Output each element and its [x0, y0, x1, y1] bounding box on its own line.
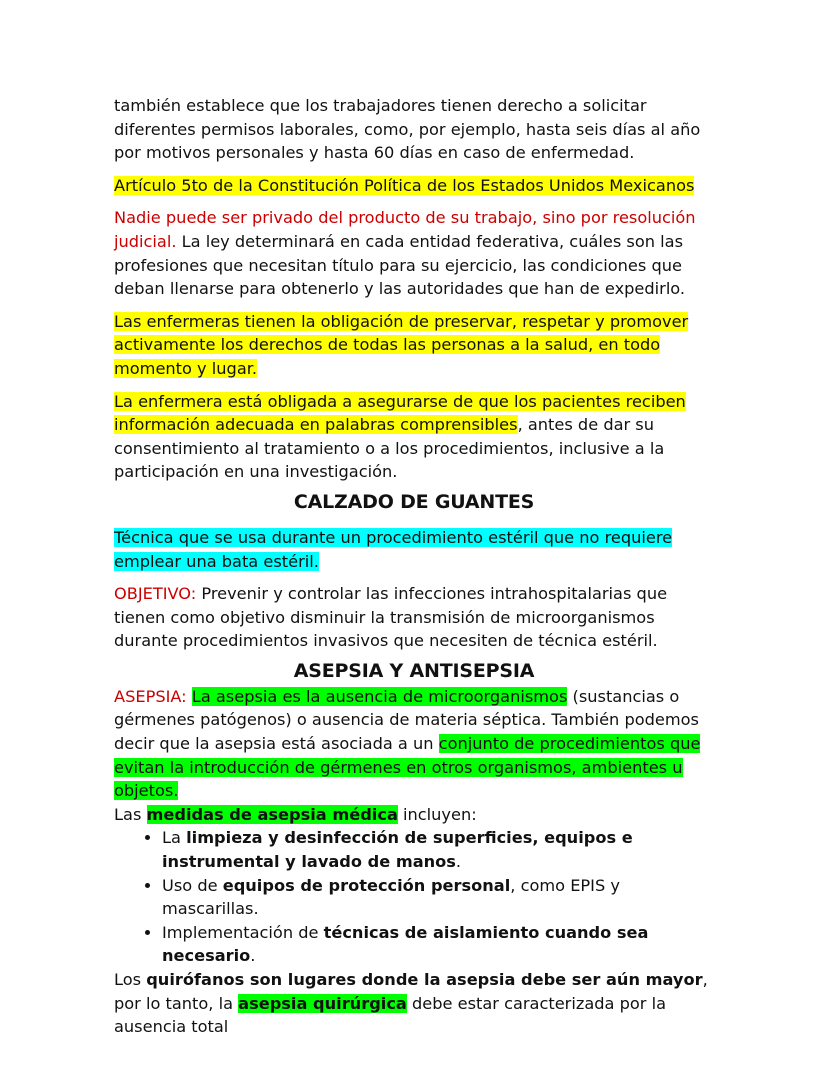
list-item [162, 874, 714, 921]
paragraph-nadie [114, 206, 714, 300]
bold-text: medidas de asepsia médica [146, 804, 398, 824]
highlight-green [238, 994, 407, 1013]
bold-text: técnicas de aislamiento cuando sea necesario [162, 922, 649, 966]
paragraph-enfermera [114, 390, 714, 484]
paragraph-asepsia [114, 685, 714, 803]
paragraph-text: , antes de dar su consentimiento al tratamiento o a los procedimientos, inclusive a la participación en una investigación. [114, 415, 665, 482]
highlight-yellow: La enfermera está obligada a asegurarse de que los pacientes reciben información adecuada en palabras comprensibles [114, 391, 686, 435]
paragraph-permisos [114, 94, 714, 165]
bold-text: equipos de protección personal [222, 875, 511, 895]
paragraph-text: La ley determinará en cada entidad federativa, cuáles son las profesiones que necesitan título para su ejercicio, las condiciones que deban llenarse para obtenerlo y las autoridades que han de expedirlo. [114, 231, 686, 299]
paragraph-text: debe estar caracterizada por la ausencia total [114, 993, 666, 1037]
paragraph-calzado-definition [114, 526, 714, 573]
asepsia-label: ASEPSIA: [114, 686, 187, 706]
paragraph-articulo-5 [114, 174, 714, 198]
paragraph-text: Los [114, 970, 147, 989]
heading-asepsia-y-antisepsia: ASEPSIA Y ANTISEPSIA [293, 659, 535, 682]
paragraph-quirofanos [114, 968, 714, 1039]
paragraph-text: incluyen: [397, 804, 477, 824]
heading-calzado-de-guantes: CALZADO DE GUANTES [293, 490, 535, 513]
bold-text: limpieza y desinfección de superficies, equipos e instrumental y lavado de manos [162, 828, 633, 872]
list-item [162, 826, 714, 873]
highlight-green [147, 805, 398, 824]
paragraph-objetivo [114, 582, 714, 653]
list-item-text: La [162, 828, 187, 848]
list-item-text: . [250, 946, 256, 966]
paragraph-text: también establece que los trabajadores tienen derecho a solicitar diferentes permisos laborales, como, por ejemplo, hasta seis días al año por motivos personales y hasta 60 días en caso de enfermedad. [114, 96, 701, 163]
highlight-cyan: Técnica que se usa durante un procedimiento estéril que no requiere emplear una bata estéril. [114, 527, 673, 571]
paragraph-text: Las [114, 804, 147, 824]
list-item [162, 921, 714, 968]
paragraph-medidas [114, 803, 714, 827]
highlight-green: La asepsia es la ausencia de microorganismos [191, 686, 568, 706]
objetivo-label: OBJETIVO: [114, 584, 197, 604]
list-item-text: . [455, 852, 462, 872]
paragraph-enfermeras [114, 310, 714, 381]
highlight-green: conjunto de procedimientos que evitan la introducción de gérmenes en otros organismos, ambientes u objetos. [114, 734, 701, 801]
bold-text: asepsia quirúrgica [238, 993, 407, 1013]
paragraph-text: (sustancias o gérmenes patógenos) o ausencia de materia séptica. También podemos decir que la asepsia está asociada a un [114, 686, 699, 754]
paragraph-text: Prevenir y controlar las infecciones intrahospitalarias que tienen como objetivo disminuir la transmisión de microorganismos durante procedimientos invasivos que necesiten de técnica estéril. [114, 584, 668, 651]
document-body [114, 94, 714, 1039]
list-item-text: , como EPIS y mascarillas. [162, 875, 620, 919]
paragraph-text: , por lo tanto, la [114, 970, 708, 1013]
bold-text: quirófanos son lugares donde la asepsia debe ser aún mayor [146, 970, 703, 989]
highlight-yellow: Las enfermeras tienen la obligación de preservar, respetar y promover activamente los derechos de todas las personas a la salud, en todo momento y lugar. [114, 311, 689, 378]
list-item-text: Uso de [162, 875, 223, 895]
medidas-list [114, 826, 714, 968]
list-item-text: Implementación de [162, 922, 324, 942]
red-text: Nadie puede ser privado del producto de su trabajo, sino por resolución judicial. [114, 208, 696, 251]
highlight-yellow: Artículo 5to de la Constitución Política de los Estados Unidos Mexicanos [114, 175, 695, 195]
